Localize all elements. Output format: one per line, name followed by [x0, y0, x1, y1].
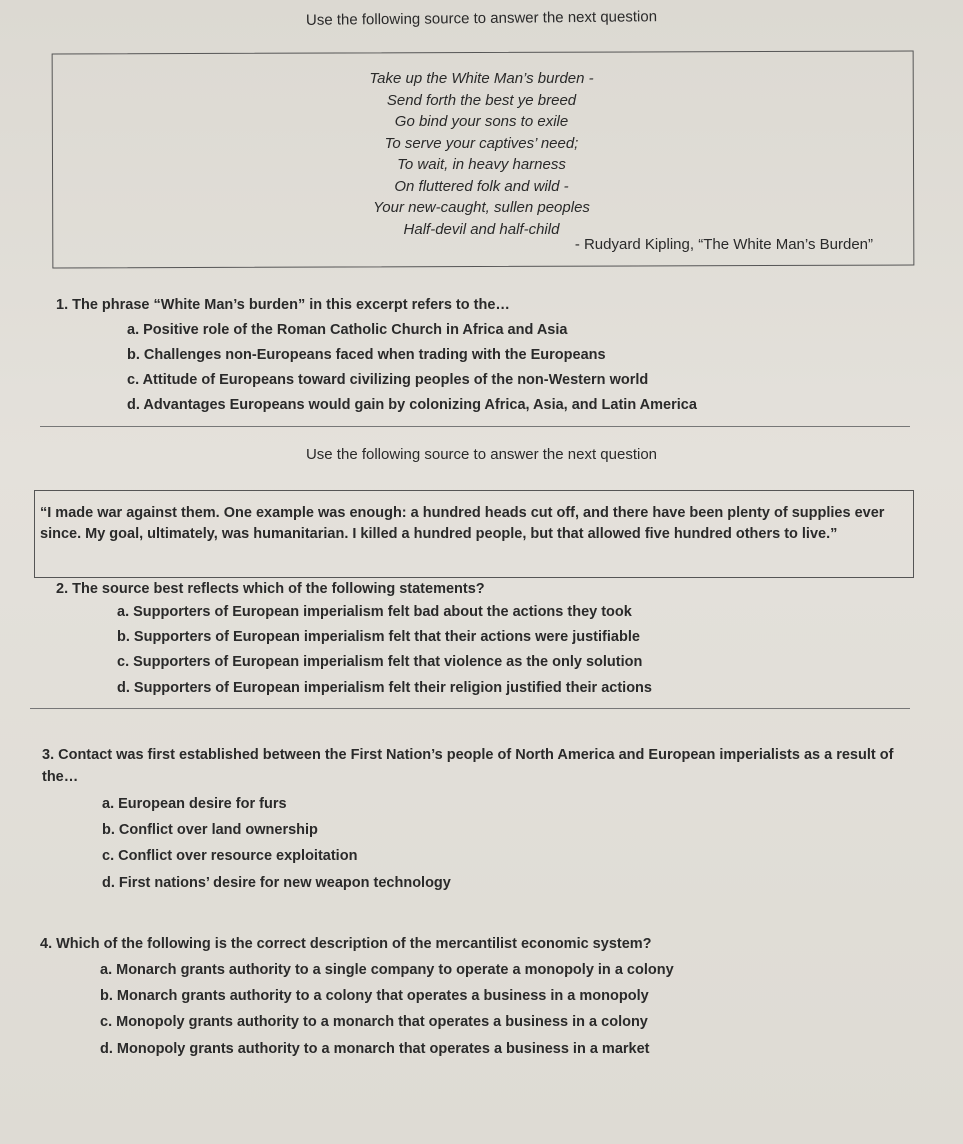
question-2-option-d: d. Supporters of European imperialism felt their religion justified their actions: [117, 680, 652, 696]
poem-line: To wait, in heavy harness: [397, 156, 566, 173]
divider: [30, 708, 910, 709]
poem-line: Your new-caught, sullen peoples: [373, 199, 590, 216]
poem-line: Take up the White Man’s burden -: [369, 70, 594, 87]
poem: [0, 68, 963, 240]
question-1-option-b: b. Challenges non-Europeans faced when trading with the Europeans: [127, 347, 606, 363]
poem-line: Go bind your sons to exile: [394, 113, 569, 130]
poem-line: To serve your captives’ need;: [384, 134, 579, 152]
poem-line: Half-devil and half-child: [403, 220, 560, 238]
question-4-option-c: c. Monopoly grants authority to a monarch that operates a business in a colony: [100, 1014, 648, 1030]
question-2-stem: 2. The source best reflects which of the following statements?: [56, 581, 485, 597]
question-2-option-b: b. Supporters of European imperialism felt that their actions were justifiable: [117, 629, 640, 645]
question-4-option-d: d. Monopoly grants authority to a monarch that operates a business in a market: [100, 1041, 650, 1057]
question-2-option-a: a. Supporters of European imperialism felt bad about the actions they took: [117, 604, 632, 620]
divider: [40, 426, 910, 427]
question-4-option-b: b. Monarch grants authority to a colony that operates a business in a monopoly: [100, 988, 649, 1004]
quote-text: “I made war against them. One example was enough: a hundred heads cut off, and there have been plenty of supplies ever since. My goal, ultimately, was humanitarian. I killed a hundred people, but that allowed five hundred others to live.”: [40, 505, 885, 542]
question-1-option-d: d. Advantages Europeans would gain by colonizing Africa, Asia, and Latin America: [127, 397, 697, 413]
question-1-stem: 1. The phrase “White Man’s burden” in this excerpt refers to the…: [56, 297, 510, 313]
question-3-option-d: d. First nations’ desire for new weapon technology: [102, 875, 451, 891]
question-3-option-c: c. Conflict over resource exploitation: [102, 848, 358, 864]
question-3-option-a: a. European desire for furs: [102, 796, 287, 812]
instruction-1: Use the following source to answer the next question: [305, 8, 658, 29]
instruction-2: Use the following source to answer the next question: [305, 446, 658, 463]
question-2-option-c: c. Supporters of European imperialism felt that violence as the only solution: [117, 654, 643, 670]
question-4-option-a: a. Monarch grants authority to a single company to operate a monopoly in a colony: [100, 962, 674, 978]
question-1-option-c: c. Attitude of Europeans toward civilizing peoples of the non-Western world: [127, 372, 649, 388]
question-4-stem: 4. Which of the following is the correct description of the mercantilist economic system?: [40, 936, 652, 952]
poem-attribution: - Rudyard Kipling, “The White Man’s Burden”: [574, 236, 873, 253]
poem-line: On fluttered folk and wild -: [394, 177, 569, 195]
question-1-option-a: a. Positive role of the Roman Catholic Church in Africa and Asia: [127, 322, 568, 338]
question-3-option-b: b. Conflict over land ownership: [102, 822, 318, 838]
poem-line: Send forth the best ye breed: [386, 91, 577, 109]
question-3-stem: 3. Contact was first established between the First Nation’s people of North America and European imperialists as a result of the…: [42, 747, 894, 785]
